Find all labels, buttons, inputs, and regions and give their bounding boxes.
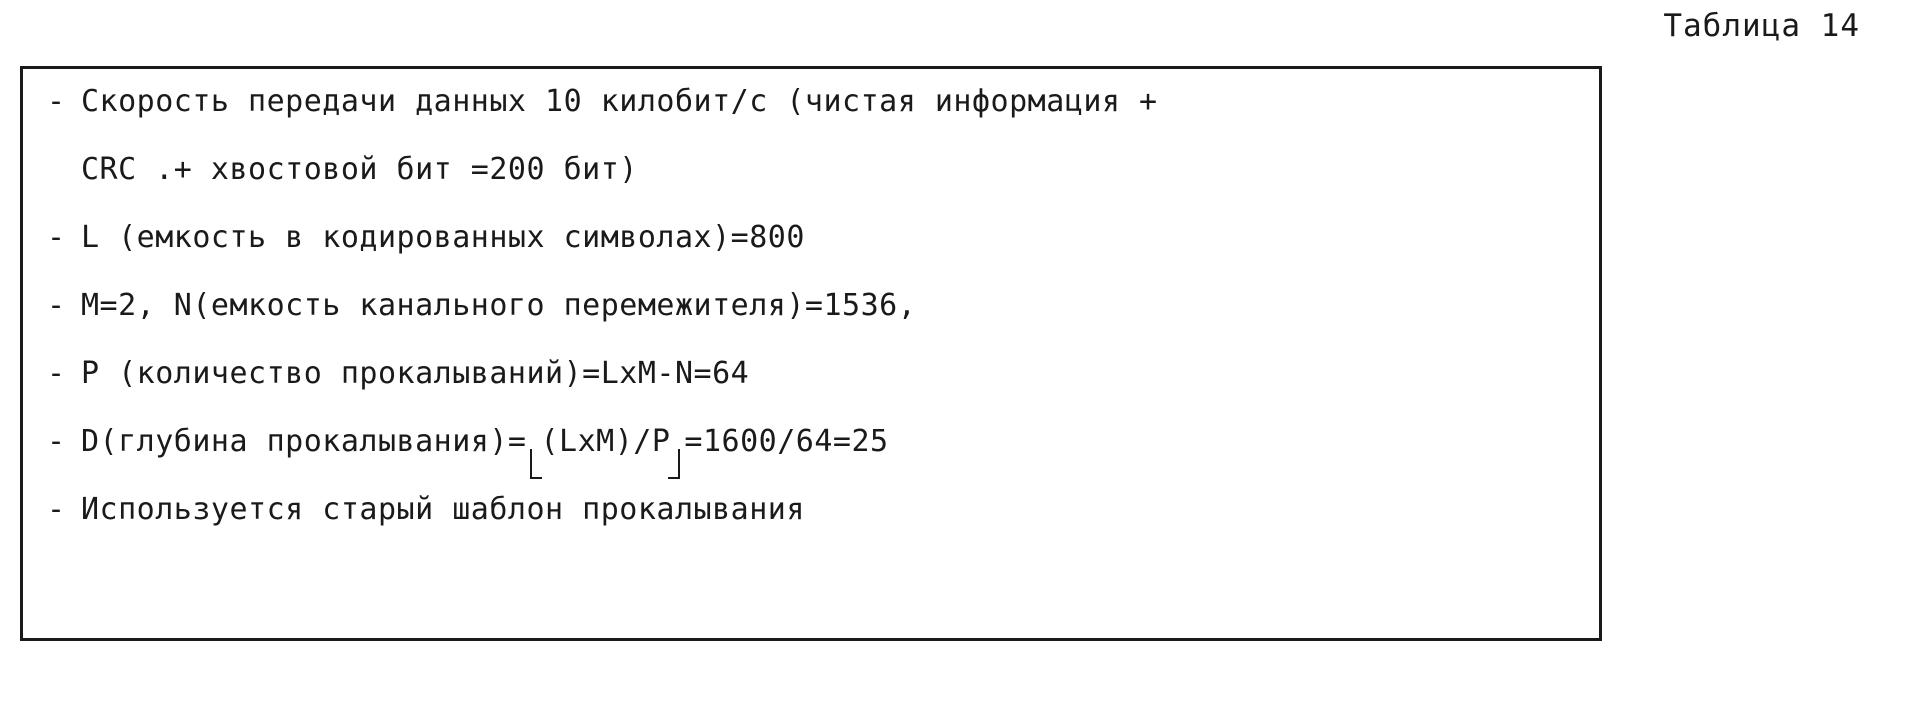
table-row	[47, 356, 1589, 427]
formula-suffix: =1600/64=25	[684, 424, 889, 459]
table-caption	[1663, 8, 1860, 44]
table-row-text: Используется старый шаблон прокалывания	[81, 492, 805, 527]
table-row	[47, 220, 1589, 291]
table-row	[47, 84, 1589, 155]
list-bullet: -	[47, 84, 66, 119]
formula-prefix: D(глубина прокалывания)=	[81, 424, 527, 459]
list-bullet: -	[47, 288, 66, 323]
table-row	[47, 288, 1589, 359]
table-row-text	[81, 424, 1589, 459]
table-row	[47, 492, 1589, 563]
table-row-text: M=2, N(емкость канального перемежителя)=1536,	[81, 288, 917, 323]
table-row-text: P (количество прокалываний)=LxM-N=64	[81, 356, 750, 391]
formula-inner: (LxM)/P	[540, 424, 671, 459]
table-row-text: L (емкость в кодированных символах)=800	[81, 220, 805, 255]
list-bullet: -	[47, 424, 66, 459]
table-row	[47, 424, 1589, 495]
parameters-table	[20, 66, 1602, 641]
table-row-text: Скорость передачи данных 10 килобит/с (чистая информация +	[81, 84, 1158, 119]
list-bullet: -	[47, 220, 66, 255]
list-bullet: -	[47, 492, 66, 527]
list-bullet: -	[47, 356, 66, 391]
table-row-continuation: CRC .+ хвостовой бит =200 бит)	[81, 152, 638, 187]
table-caption-text: Таблица 14	[1663, 8, 1860, 44]
